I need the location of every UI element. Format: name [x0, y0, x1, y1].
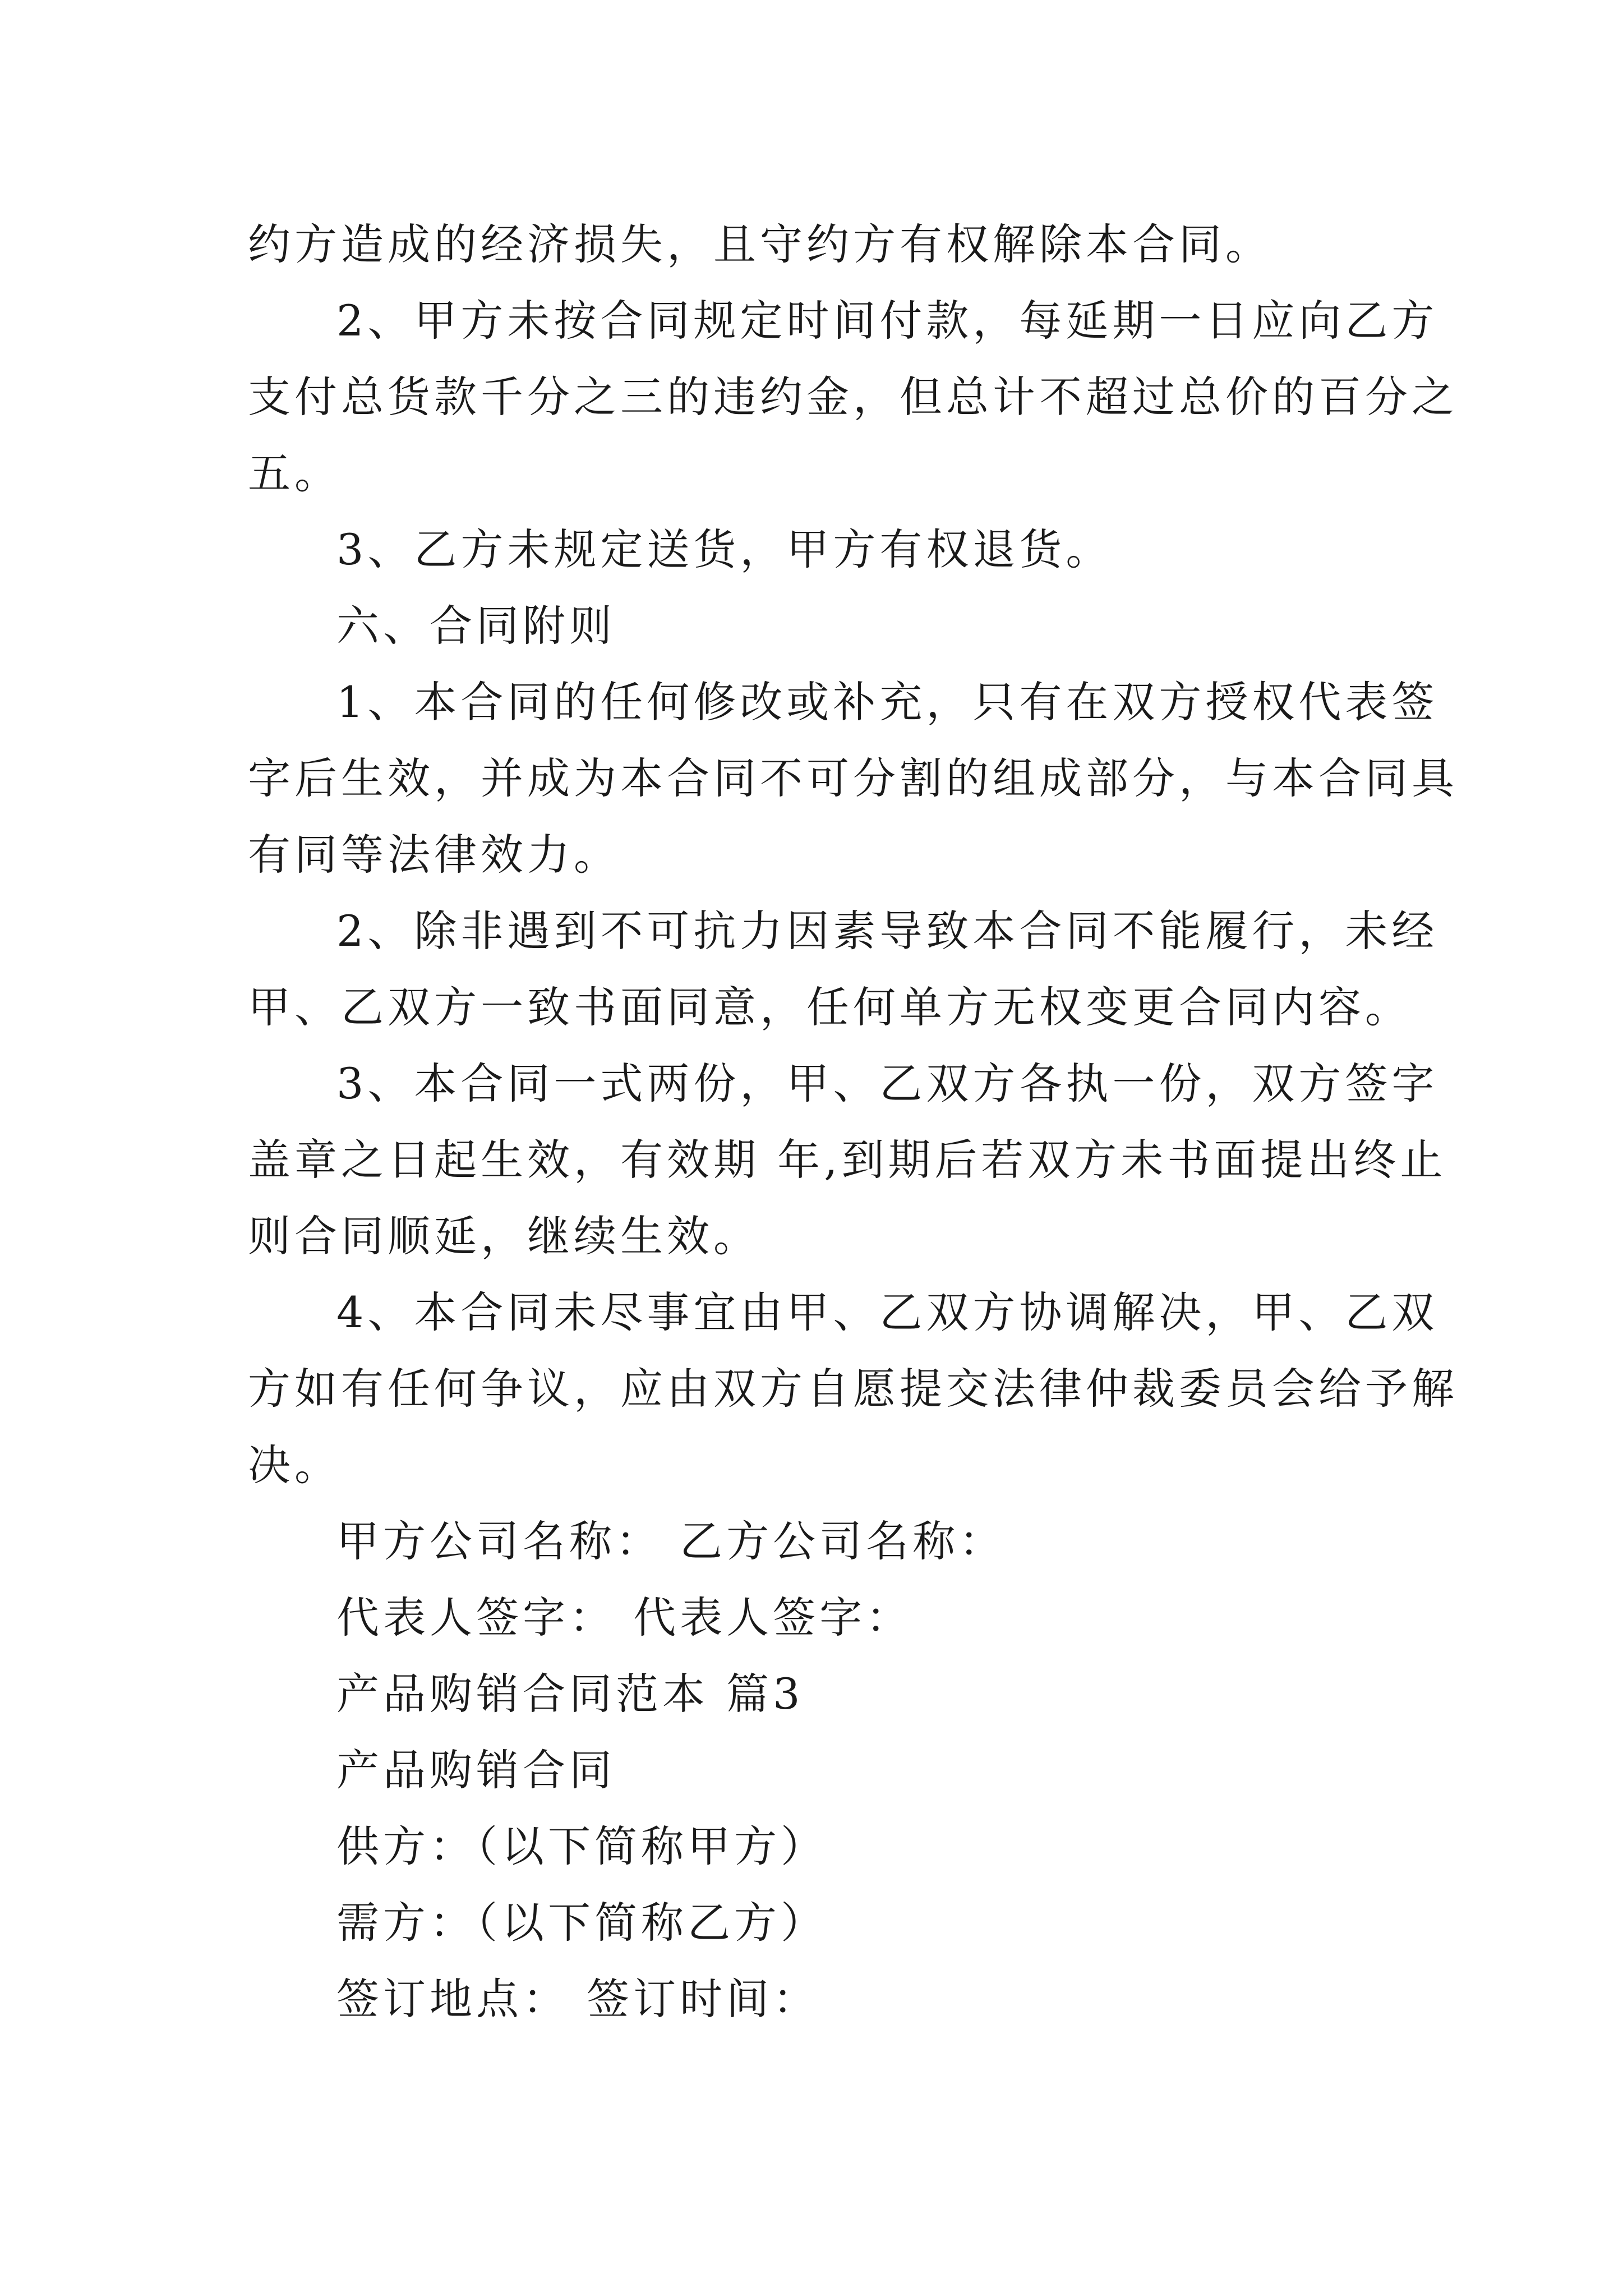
text-line: 五。 — [248, 448, 341, 498]
text-line: 3、本合同一式两份，甲、乙双方各执一份，双方签字 — [336, 1059, 1438, 1108]
text-line: 字后生效，并成为本合同不可分割的组成部分，与本合同具 — [248, 753, 1458, 803]
text-line: 支付总货款千分之三的违约金，但总计不超过总价的百分之 — [248, 372, 1458, 422]
text-line: 3、乙方未规定送货，甲方有权退货。 — [336, 524, 1113, 574]
text-line: 盖章之日起生效，有效期 年,到期后若双方未书面提出终止 — [248, 1135, 1447, 1185]
text-line: 则合同顺延，继续生效。 — [248, 1211, 760, 1261]
text-line: 1、本合同的任何修改或补充，只有在双方授权代表签 — [336, 677, 1438, 727]
text-line: 2、甲方未按合同规定时间付款，每延期一日应向乙方 — [336, 296, 1438, 346]
buyer-line: 需方：（以下简称乙方） — [336, 1898, 827, 1948]
text-line: 2、除非遇到不可抗力因素导致本合同不能履行，未经 — [336, 906, 1438, 956]
document-body — [248, 206, 1458, 2037]
text-line: 决。 — [248, 1440, 341, 1490]
text-line: 方如有任何争议，应由双方自愿提交法律仲裁委员会给予解 — [248, 1364, 1458, 1414]
signing-info-line: 签订地点： 签订时间： — [336, 1974, 820, 2024]
text-line: 4、本合同未尽事宜由甲、乙双方协调解决，甲、乙双 — [336, 1287, 1438, 1337]
contract-title: 产品购销合同 — [336, 1745, 616, 1795]
signature-representative-line: 代表人签字： 代表人签字： — [336, 1593, 913, 1642]
text-line: 甲、乙双方一致书面同意，任何单方无权变更合同内容。 — [248, 982, 1412, 1032]
signature-company-line: 甲方公司名称： 乙方公司名称： — [336, 1516, 1006, 1566]
supplier-line: 供方：（以下简称甲方） — [336, 1821, 827, 1871]
text-line: 约方造成的经济损失，且守约方有权解除本合同。 — [248, 219, 1272, 269]
section-title: 产品购销合同范本 篇3 — [336, 1669, 804, 1719]
section-heading: 六、合同附则 — [336, 601, 616, 651]
text-line: 有同等法律效力。 — [248, 830, 620, 880]
